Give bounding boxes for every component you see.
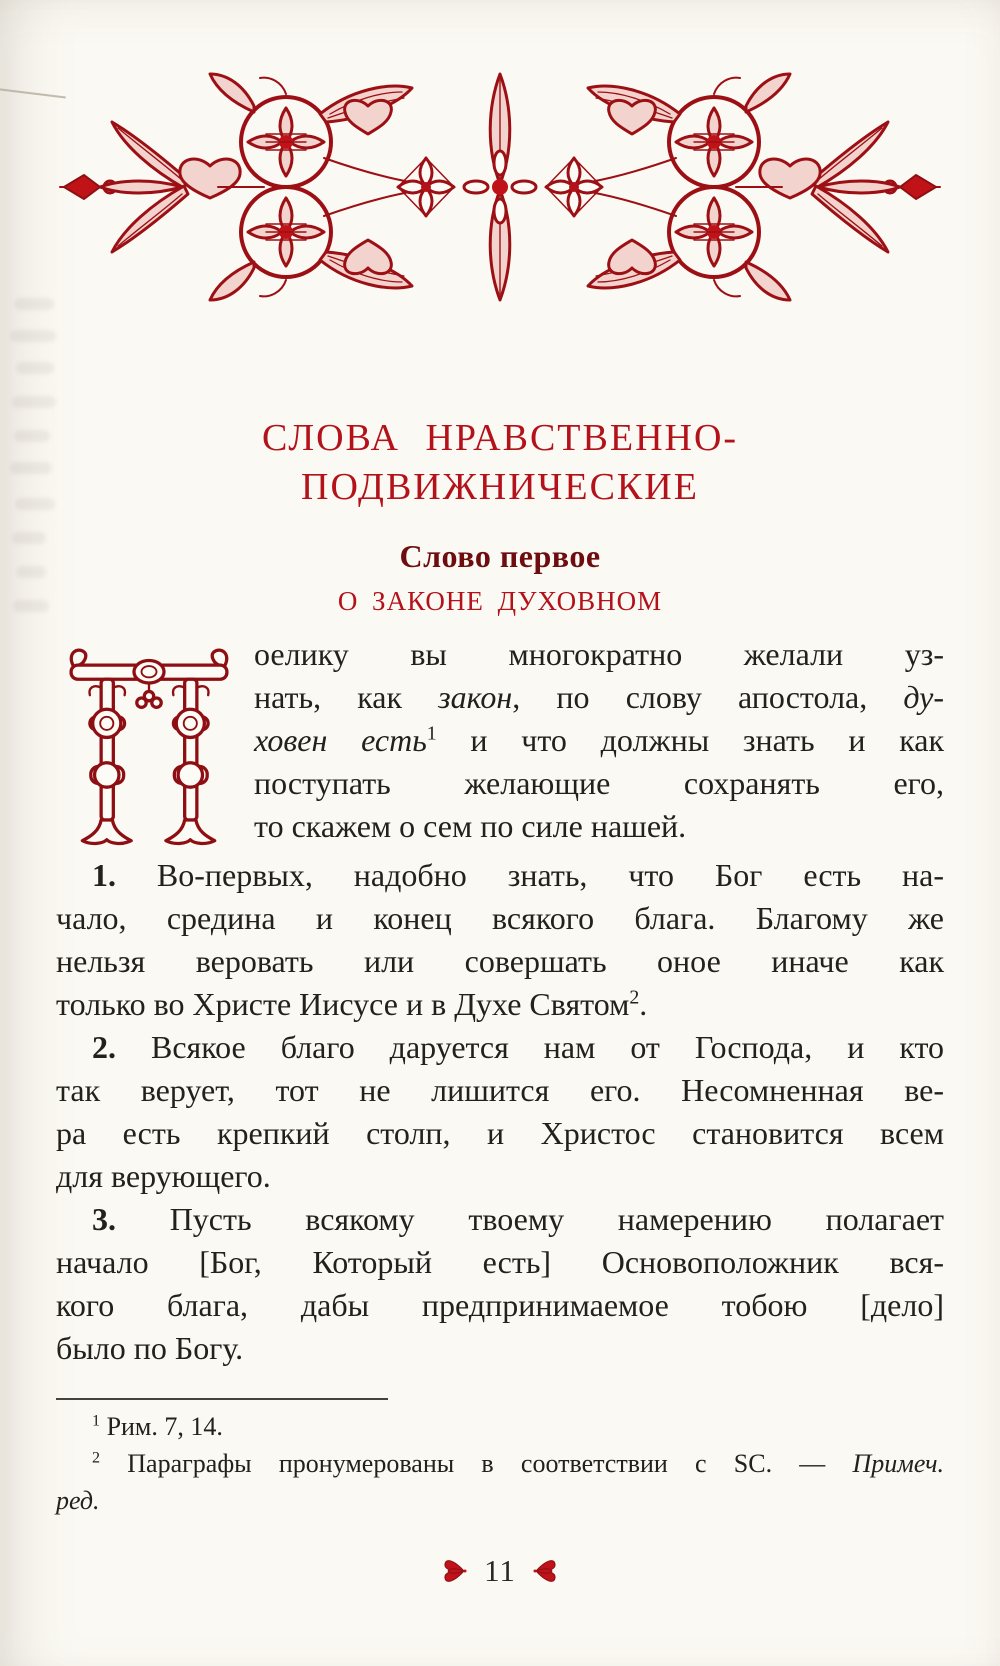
ghost-showthrough xyxy=(16,362,54,374)
text-segment: начало [Бог, Который есть] Основоположник вся- xyxy=(56,1244,944,1280)
page-number: 11 xyxy=(484,1553,516,1588)
text-segment: Рим. 7, 14. xyxy=(100,1412,223,1441)
fleuron-left-icon xyxy=(442,1556,468,1586)
section-title: Слово первое xyxy=(399,538,601,574)
footnote-marker: 2 xyxy=(629,986,640,1009)
footnotes xyxy=(56,1408,944,1519)
book-title-line2: ПОДВИЖНИЧЕСКИЕ xyxy=(301,466,699,508)
headpiece-ornament-icon xyxy=(58,62,942,312)
paragraph-2 xyxy=(56,1026,944,1198)
text-segment: и что должны знать и как xyxy=(436,722,945,758)
ghost-showthrough xyxy=(13,600,49,612)
text-segment: Примеч. xyxy=(852,1449,944,1478)
text-segment: было по Богу. xyxy=(56,1330,244,1366)
text-segment: то скажем о сем по силе нашей. xyxy=(254,808,687,844)
text-segment: Параграфы пронумерованы в соответствии с SC. — xyxy=(100,1449,853,1478)
text-line xyxy=(56,1241,944,1284)
book-title-line1: СЛОВА НРАВСТВЕННО- xyxy=(261,417,739,459)
footnote-1 xyxy=(56,1408,944,1445)
scan-scratch xyxy=(0,87,66,98)
section-subtitle: О ЗАКОНЕ ДУХОВНОМ xyxy=(337,586,663,616)
text-line xyxy=(56,1069,944,1112)
text-segment: только во Христе Иисусе и в Духе Святом xyxy=(56,986,630,1022)
ghost-showthrough xyxy=(16,566,46,578)
ghost-showthrough xyxy=(15,498,55,510)
footnote-rule xyxy=(56,1398,388,1400)
text-segment: 1. xyxy=(92,857,116,893)
text-segment: так верует, тот не лишится его. Несомненная ве- xyxy=(56,1072,944,1108)
text-segment: Всякое благо даруется нам от Господа, и кто xyxy=(116,1029,944,1065)
text-segment: оелику вы многократно желали уз- xyxy=(254,636,944,672)
ghost-showthrough xyxy=(10,462,52,474)
text-segment: кого блага, дабы предпринимаемое тобою [дело] xyxy=(56,1287,944,1323)
footnote-marker: 1 xyxy=(426,722,437,745)
text-line xyxy=(56,1445,944,1482)
text-segment: ра есть крепкий столп, и Христос становится всем xyxy=(56,1115,944,1151)
text-segment: 2. xyxy=(92,1029,116,1065)
footnote-marker: 2 xyxy=(92,1449,101,1467)
text-segment: 3. xyxy=(92,1201,116,1237)
text-line xyxy=(56,940,944,983)
text-segment: нать, как xyxy=(254,679,439,715)
text-line xyxy=(56,854,944,897)
text-line xyxy=(56,1482,944,1519)
paragraph-1 xyxy=(56,854,944,1026)
text-segment: Во-первых, надобно знать, что Бог есть на- xyxy=(116,857,944,893)
ghost-showthrough xyxy=(12,532,46,544)
text-line xyxy=(56,983,944,1026)
ghost-showthrough xyxy=(10,330,56,342)
text-line xyxy=(56,1408,944,1445)
text-line xyxy=(56,897,944,940)
text-segment: . xyxy=(639,986,648,1022)
ghost-showthrough xyxy=(14,430,50,442)
text-line xyxy=(56,1284,944,1327)
footnote-marker: 1 xyxy=(92,1412,101,1430)
text-line xyxy=(56,1112,944,1155)
text-segment: ховен есть xyxy=(254,722,427,758)
drop-cap-initial xyxy=(56,637,242,851)
text-segment: нельзя веровать или совершать оное иначе как xyxy=(56,943,944,979)
fleuron-right-icon xyxy=(532,1556,558,1586)
text-segment: Пусть всякому твоему намерению полагает xyxy=(116,1201,944,1237)
ghost-showthrough xyxy=(14,298,54,310)
ghost-showthrough xyxy=(12,396,56,408)
drop-cap-icon xyxy=(56,637,242,851)
text-segment: ду- xyxy=(903,679,944,715)
footnote-2 xyxy=(56,1445,944,1519)
text-line xyxy=(56,1198,944,1241)
book-title xyxy=(0,414,1000,512)
text-segment: чало, средина и конец всякого блага. Благому же xyxy=(56,900,944,936)
page-number-row xyxy=(56,1549,944,1592)
text-segment: поступать желающие сохранять его, xyxy=(254,765,944,801)
text-line xyxy=(56,1155,944,1198)
text-segment: ред. xyxy=(56,1486,100,1515)
text-segment: для верующего. xyxy=(56,1158,271,1194)
paragraph-3 xyxy=(56,1198,944,1370)
page-body xyxy=(56,633,944,1592)
text-segment: закон xyxy=(438,679,513,715)
text-segment: , по слову апостола, xyxy=(512,679,904,715)
text-line xyxy=(56,1327,944,1370)
text-line xyxy=(56,1026,944,1069)
